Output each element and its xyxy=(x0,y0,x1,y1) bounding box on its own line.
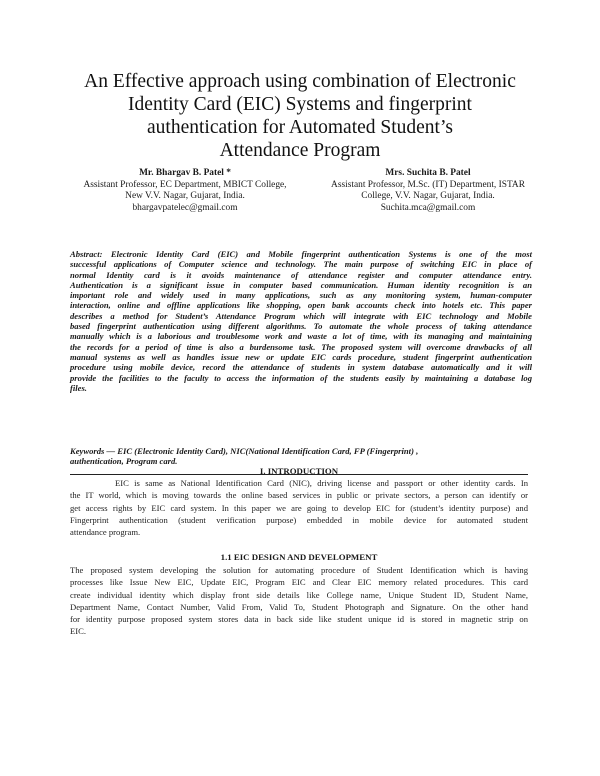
abstract-line: interaction, online and offline applications like shopping, open bank accounts check into hotels etc. This paper xyxy=(70,300,532,311)
author-affiliation: Assistant Professor, M.Sc. (IT) Department, ISTAR xyxy=(331,179,525,190)
keywords xyxy=(70,446,532,467)
section-heading-eic-design: 1.1 EIC DESIGN AND DEVELOPMENT xyxy=(220,552,378,562)
body-line: The proposed system developing the solution for automating procedure of Student Identification which is having xyxy=(70,565,528,575)
author-block-1 xyxy=(60,168,310,214)
author-block-2 xyxy=(308,168,548,214)
title-line: Attendance Program xyxy=(219,140,381,161)
author-affiliation: New V.V. Nagar, Gujarat, India. xyxy=(125,191,245,201)
abstract-line: procedure using mobile device, record the attendance of students in system database automatically and it will xyxy=(70,362,532,373)
paper-title xyxy=(60,70,540,162)
abstract-line: manually which is a laborious and troublesome work and waste a lot of time, with its managing and maintaining xyxy=(70,331,532,342)
body-line: for identity purpose proposed system stores data in back side like student unique id is stored in magnetic strip on xyxy=(70,614,528,625)
title-line: Identity Card (EIC) Systems and fingerprint xyxy=(128,94,472,115)
abstract-line: Abstract: Electronic Identity Card (EIC) and Mobile fingerprint authentication Systems is one of the most xyxy=(70,249,532,259)
body-line: EIC is same as National Identification Card (NIC), driving license and passport or other identity cards. In xyxy=(115,478,528,488)
author-email: bhargavpatelec@gmail.com xyxy=(132,202,238,213)
author-affiliation: College, V.V. Nagar, Gujarat, India. xyxy=(361,191,495,201)
abstract-line: describes a method for Student’s Attendance Program which will integrate with EIC technology and Mobile xyxy=(70,310,532,321)
abstract-line: based fingerprint authentication using different algorithms. To automate the whole process of taking attendance xyxy=(70,321,532,332)
author-name: Mrs. Suchita B. Patel xyxy=(385,168,471,178)
title-line: An Effective approach using combination of Electronic xyxy=(84,71,516,92)
abstract-line: successful applications of Computer science and technology. The main purpose of switching EIC in place of xyxy=(70,259,532,270)
author-name: Mr. Bhargav B. Patel * xyxy=(139,168,231,178)
author-affiliation: Assistant Professor, EC Department, MBICT College, xyxy=(83,179,287,190)
body-line: processes like Issue New EIC, Update EIC, Program EIC and Clear EIC memory related procedures. This card xyxy=(70,577,528,588)
author-email: Suchita.mca@gmail.com xyxy=(380,202,476,213)
keywords-line: Keywords — EIC (Electronic Identity Card), NIC(National Identification Card, FP (Fingerprint) , xyxy=(70,446,419,456)
abstract-line: normal Identity card is it avoids maintenance of attendance register and computer attendance entry. xyxy=(70,269,532,280)
abstract-line: important role and widely used in many applications, such as any monitoring system, human-computer xyxy=(70,290,532,301)
body-line: the IT world, which is moving towards the online based services in public or private sectors, a person can identify or xyxy=(70,490,528,501)
abstract-line: files. xyxy=(70,382,87,393)
body-line: create individual identity which display front side details like College name, Unique Student ID, Student Name, xyxy=(70,589,528,600)
abstract xyxy=(70,249,532,393)
abstract-line: the records for a period of time is also a burdensome task. The proposed system will overcome drawbacks of all xyxy=(70,341,532,352)
abstract-line: manual systems as well as handles issue new or update EIC cards procedure, student fingerprint authentication xyxy=(70,351,532,362)
abstract-line: Authentication is a significant issue in computer based communication. Human identity recognition is an xyxy=(70,279,532,290)
body-line: EIC. xyxy=(70,626,86,637)
eic-design-paragraph xyxy=(70,564,528,638)
keywords-line: authentication, Program card. xyxy=(70,456,178,467)
abstract-line: provide the facilities to the faculty to access the information of the students easily by maintaining a database log xyxy=(70,372,532,383)
body-line: Department Name, Contact Number, Valid From, Valid To, Student Photograph and Signature. On the other hand xyxy=(70,601,528,612)
body-line: Fingerprint authentication (student verification purpose) embedded in mobile device for automated student xyxy=(70,514,528,525)
section-heading-introduction: I. INTRODUCTION xyxy=(259,466,339,476)
body-line: attendance program. xyxy=(70,527,141,538)
title-line: authentication for Automated Student’s xyxy=(147,117,453,138)
introduction-paragraph xyxy=(70,477,528,538)
body-line: get access rights by EIC card system. In this paper we are going to develop EIC for (student’s identity purpose) and xyxy=(70,502,528,513)
